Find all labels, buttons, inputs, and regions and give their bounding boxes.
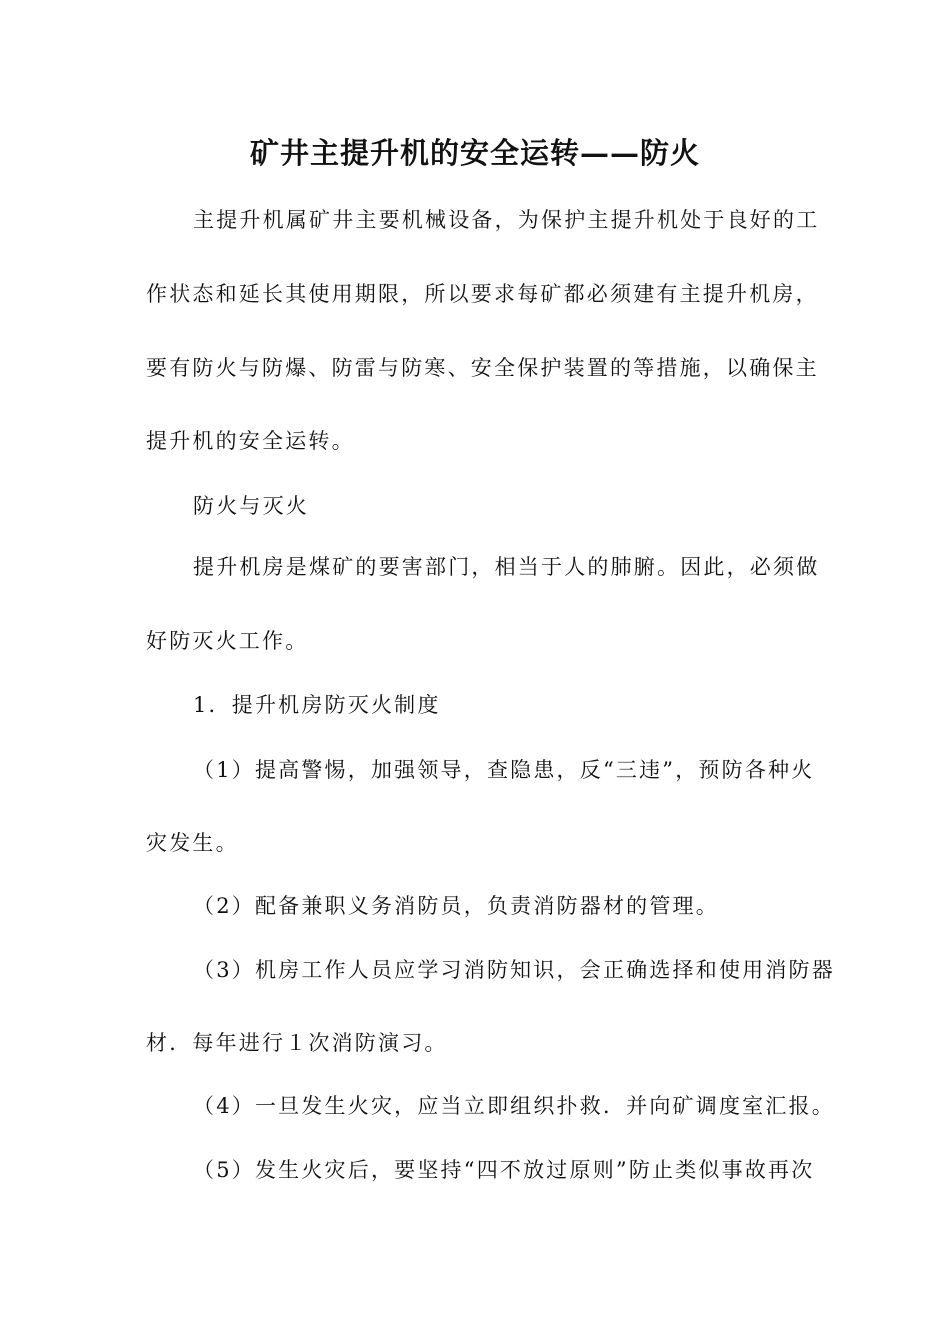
paragraph-line: 提升机的安全运转。 <box>146 429 355 453</box>
paragraph-line: 提升机房是煤矿的要害部门，相当于人的肺腑。因此，必须做 <box>193 555 820 579</box>
paragraph-line: 好防灭火工作。 <box>146 629 309 653</box>
list-item-line: （5）发生火灾后，要坚持“四不放过原则”防止类似事故再次 <box>193 1158 815 1182</box>
list-item-line: （3）机房工作人员应学习消防知识，会正确选择和使用消防器 <box>193 958 835 982</box>
document-title: 矿井主提升机的安全运转——防火 <box>249 136 700 170</box>
list-item-line: （1）提高警惕，加强领导，查隐患，反“三违”，预防各种火 <box>193 758 815 782</box>
list-item-line: 灾发生。 <box>146 831 239 855</box>
list-item-line: 材．每年进行１次消防演习。 <box>146 1031 448 1055</box>
list-item-line: （2）配备兼职义务消防员，负责消防器材的管理。 <box>193 894 719 918</box>
list-item-line: （4）一旦发生火灾，应当立即组织扑救．并向矿调度室汇报。 <box>193 1094 835 1118</box>
paragraph-line: 主提升机属矿井主要机械设备，为保护主提升机处于良好的工 <box>193 208 820 232</box>
paragraph-line: 作状态和延长其使用期限，所以要求每矿都必须建有主提升机房， <box>146 282 819 306</box>
paragraph-line: 要有防火与防爆、防雷与防寒、安全保护装置的等措施，以确保主 <box>146 356 819 380</box>
subsection-heading: 1．提升机房防灭火制度 <box>193 693 441 717</box>
section-heading: 防火与灭火 <box>193 494 309 518</box>
